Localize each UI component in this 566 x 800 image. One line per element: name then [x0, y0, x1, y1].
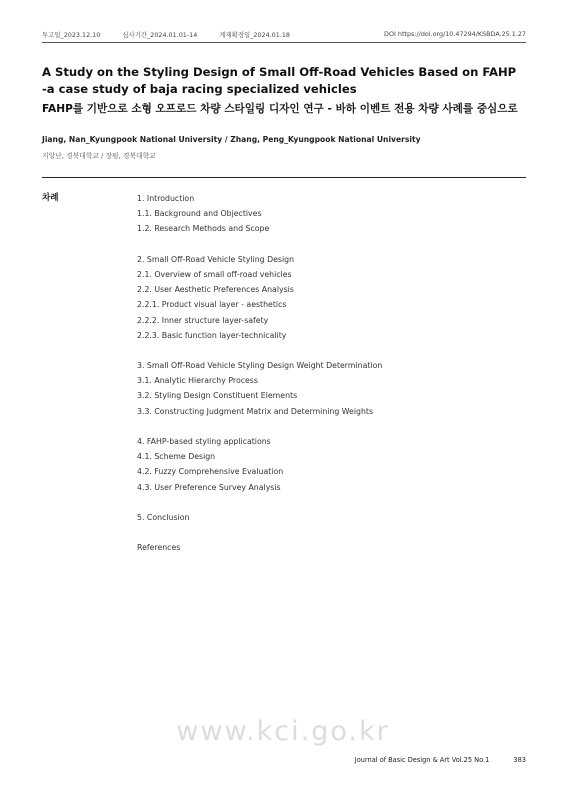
toc-entry: 5. Conclusion	[137, 512, 190, 522]
page-footer	[355, 756, 526, 764]
toc-entry: 1.1. Background and Objectives	[137, 209, 262, 219]
page-number: 383	[513, 756, 526, 764]
toc-entry: 2.2.3. Basic function layer-technicality	[137, 330, 287, 340]
toc-entry: 2.1. Overview of small off-road vehicles	[137, 269, 292, 279]
submission-dates	[42, 30, 310, 39]
toc-entry: 4. FAHP-based styling applications	[137, 437, 271, 446]
header-divider	[42, 177, 526, 178]
toc-entry: 2.2.2. Inner structure layer-safety	[137, 315, 269, 325]
toc-spacer	[137, 525, 527, 540]
toc-entry: References	[137, 543, 181, 553]
toc-entry: 1. Introduction	[137, 194, 195, 203]
top-divider	[42, 42, 526, 43]
toc-entry: 2.2. User Aesthetic Preferences Analysis	[137, 285, 294, 295]
watermark: www.kci.go.kr	[176, 716, 390, 747]
toc-entry: 3.3. Constructing Judgment Matrix and Determining Weights	[137, 406, 374, 416]
toc-spacer	[137, 237, 527, 252]
title-line-1: A Study on the Styling Design of Small Off-Road Vehicles Based on FAHP	[42, 65, 517, 79]
submission-meta	[42, 30, 526, 39]
review-period: 심사기간_2024.01.01-14	[122, 31, 198, 39]
title-line-2: -a case study of baja racing specialized vehicles	[42, 82, 357, 96]
journal-name: Journal of Basic Design & Art Vol.25 No.1	[354, 756, 490, 764]
toc-spacer	[137, 495, 527, 510]
toc-entry: 3.2. Styling Design Constituent Elements	[137, 391, 298, 401]
paper-title-korean: FAHP를 기반으로 소형 오프로드 차량 스타일링 디자인 연구 - 바하 이벤트 전용 차량 사례를 중심으로	[42, 103, 518, 115]
toc-heading: 차례	[42, 193, 59, 203]
toc-spacer	[137, 343, 527, 358]
doi-link[interactable]: DOI https://doi.org/10.47294/KSBDA.25.1.27	[384, 30, 526, 38]
authors-korean: 지앙난, 경북대학교 / 장펑, 경북대학교	[42, 152, 156, 160]
toc-entry: 1.2. Research Methods and Scope	[137, 224, 270, 234]
toc-entry: 4.2. Fuzzy Comprehensive Evaluation	[137, 467, 284, 477]
authors-english: Jiang, Nan_Kyungpook National University / Zhang, Peng_Kyungpook National University	[42, 135, 421, 144]
toc-entry: 2. Small Off-Road Vehicle Styling Design	[137, 254, 295, 264]
toc-entry: 4.1. Scheme Design	[137, 452, 216, 462]
toc-entry: 2.2.1. Product visual layer - aesthetics	[137, 300, 287, 310]
accepted-date: 게재확정일_2024.01.18	[219, 31, 290, 39]
table-of-contents	[137, 191, 527, 556]
toc-entry: 4.3. User Preference Survey Analysis	[137, 482, 281, 492]
received-date: 투고일_2023.12.10	[42, 31, 101, 39]
toc-entry: 3. Small Off-Road Vehicle Styling Design Weight Determination	[137, 361, 383, 371]
paper-title-english	[42, 64, 532, 98]
toc-entry: 3.1. Analytic Hierarchy Process	[137, 376, 258, 386]
toc-spacer	[137, 419, 527, 434]
